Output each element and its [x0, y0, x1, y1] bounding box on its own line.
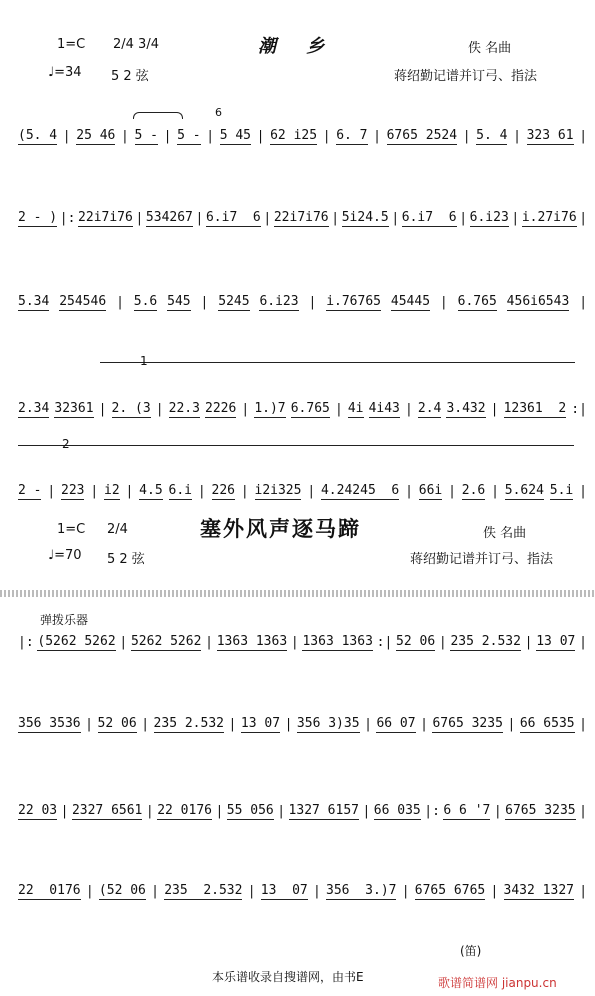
- notation-group: 2 -: [18, 482, 42, 498]
- piece1-tuning: 5 2 弦: [111, 69, 149, 84]
- notation-group: 4.5: [139, 482, 163, 498]
- barline: |: [205, 634, 213, 650]
- notation-group: 323 61: [526, 127, 574, 143]
- barline: |: [163, 128, 172, 144]
- notation-group: 32361: [54, 400, 94, 416]
- notation-group: i.76765: [326, 293, 381, 309]
- notation-group: 2.4: [417, 400, 442, 416]
- barline: |: [284, 716, 293, 732]
- notation-group: 13 07: [536, 633, 576, 649]
- notation-group: i.27i76: [521, 209, 577, 225]
- notation-group: 456i6543: [506, 293, 570, 309]
- barline: |: [507, 716, 516, 732]
- volta-2-bracket: [18, 445, 574, 446]
- barline: |: [490, 883, 499, 899]
- notation-group: 66 07: [376, 715, 416, 731]
- notation-group: 3432 1327: [503, 882, 574, 898]
- piece2-tempo: ♩=70: [48, 548, 82, 563]
- barline: |: [215, 803, 224, 819]
- notation-group: i2i325: [254, 482, 302, 498]
- notation-group: 5 -: [177, 127, 201, 143]
- barline: |: [579, 128, 588, 144]
- piece1-arranger: 蒋绍勤记谱并订弓、指法: [394, 69, 538, 84]
- piece1-row-1: [18, 125, 587, 147]
- notation-group: 6.765: [290, 400, 330, 416]
- notation-group: 12361 2: [503, 400, 567, 416]
- barline: |: [116, 294, 124, 310]
- notation-group: 13 07: [240, 715, 281, 731]
- barline: |: [47, 483, 56, 499]
- notation-group: 235 2.532: [164, 882, 243, 898]
- piece2-meter: 2/4: [107, 522, 128, 537]
- volta-1-number: 1: [140, 354, 148, 368]
- notation-group: 6.i7 6: [401, 209, 457, 225]
- barline: |: [197, 483, 206, 499]
- barline: |: [362, 803, 371, 819]
- notation-group: 66 6535: [519, 715, 575, 731]
- barline: |: [85, 883, 94, 899]
- barline: |: [459, 210, 468, 226]
- barline: |: [420, 716, 428, 732]
- barline: |: [579, 210, 588, 226]
- notation-group: 5.6: [133, 293, 158, 309]
- notation-group: 1327 6157: [288, 802, 359, 818]
- notation-group: 25 46: [76, 127, 116, 143]
- barline: |:: [18, 634, 34, 650]
- barline: |: [85, 716, 93, 732]
- notation-group: 2327 6561: [71, 802, 143, 818]
- barline: |: [312, 883, 321, 899]
- barline: |: [579, 803, 587, 819]
- barline: |: [404, 401, 413, 417]
- notation-group: 5262 5262: [130, 633, 202, 649]
- notation-group: 6765 2524: [386, 127, 458, 143]
- barline: |: [98, 401, 107, 417]
- notation-group: 6.i23: [469, 209, 509, 225]
- piece2-row-2: [18, 713, 587, 735]
- piece2-row-4: [18, 880, 587, 902]
- notation-group: 5i24.5: [341, 209, 389, 225]
- notation-group: 6.i23: [259, 293, 299, 309]
- piece1-title: 潮 乡: [258, 36, 337, 57]
- barline: |: [263, 210, 272, 226]
- barline: |: [401, 883, 410, 899]
- barline: |: [322, 128, 331, 144]
- barline: |: [206, 128, 215, 144]
- barline: |: [524, 634, 533, 650]
- notation-group: 356 3)35: [296, 715, 360, 731]
- notation-group: 6.i: [168, 482, 192, 498]
- notation-group: 5.34: [18, 293, 50, 309]
- barline: |: [490, 401, 499, 417]
- barline: |: [60, 803, 69, 819]
- barline: |: [439, 294, 448, 310]
- barline: |: [195, 210, 204, 226]
- notation-group: 226: [211, 482, 235, 498]
- notation-group: 6. 7: [336, 127, 368, 143]
- barline: |: [135, 210, 144, 226]
- barline: |: [448, 483, 456, 499]
- notation-group: 22i7i76: [78, 209, 133, 225]
- notation-group: 3.432: [446, 400, 486, 416]
- barline: |: [511, 210, 520, 226]
- section-divider: [0, 590, 595, 597]
- notation-group: 235 2.532: [450, 633, 521, 649]
- notation-group: 5245: [218, 293, 250, 309]
- notation-group: 45445: [390, 293, 431, 309]
- watermark-logo: 歌谱简谱网 jianpu.cn: [438, 976, 557, 990]
- barline: |: [462, 128, 471, 144]
- notation-group: 2 - ): [18, 209, 58, 225]
- barline: |: [240, 483, 249, 499]
- notation-group: 66i: [418, 482, 443, 498]
- barline: |: [308, 294, 317, 310]
- notation-group: 13 07: [260, 882, 308, 898]
- notation-group: 55 056: [226, 802, 274, 818]
- notation-group: 22 0176: [18, 882, 81, 898]
- barline: :|: [376, 634, 393, 650]
- tie-mark: [133, 112, 183, 119]
- notation-group: 22 0176: [157, 802, 212, 818]
- barline: |: [579, 483, 587, 499]
- piece1-key: 1=C: [57, 37, 86, 52]
- barline: :|: [571, 401, 587, 417]
- volta-1-bracket: [100, 362, 575, 363]
- barline: |:: [59, 210, 76, 226]
- notation-group: 5.624: [504, 482, 544, 498]
- notation-group: 6.i7 6: [205, 209, 261, 225]
- barline: |: [277, 803, 286, 819]
- notation-group: 534267: [145, 209, 193, 225]
- barline: |: [145, 803, 154, 819]
- notation-group: 6 6 '7: [443, 802, 491, 818]
- piece1-row-3: [18, 291, 587, 313]
- notation-group: 1363 1363: [216, 633, 288, 649]
- piece1-row-5: [18, 480, 587, 502]
- piece2-row-3: [18, 800, 587, 822]
- notation-group: 2.34: [18, 400, 50, 416]
- piece1-tempo: ♩=34: [48, 65, 82, 80]
- piece2-row-1: [18, 631, 587, 653]
- footer-instrument: (笛): [460, 944, 482, 958]
- ornament-mark: 6: [215, 106, 222, 119]
- notation-group: 52 06: [396, 633, 436, 649]
- notation-group: 235 2.532: [153, 715, 224, 731]
- piece2-tuning: 5 2 弦: [107, 552, 145, 567]
- barline: |: [491, 483, 499, 499]
- notation-group: i2: [104, 482, 120, 498]
- notation-group: 223: [61, 482, 85, 498]
- notation-group: 6765 3235: [432, 715, 503, 731]
- barline: |: [155, 401, 164, 417]
- instrument-label: 弹拨乐器: [40, 613, 89, 627]
- volta-2-number: 2: [62, 437, 70, 451]
- barline: |: [200, 294, 209, 310]
- barline: |: [579, 634, 587, 650]
- barline: |: [141, 716, 150, 732]
- footer-note: 本乐谱收录自搜谱网，由书E: [212, 970, 364, 984]
- piece1-row-4: [18, 398, 587, 420]
- notation-group: 2226: [205, 400, 237, 416]
- barline: |: [579, 716, 587, 732]
- barline: |: [247, 883, 256, 899]
- barline: |: [579, 294, 588, 310]
- notation-group: 22i7i76: [273, 209, 329, 225]
- piece2-arranger: 蒋绍勤记谱并订弓、指法: [410, 552, 554, 567]
- piece1-meter: 2/4 3/4: [113, 37, 159, 52]
- notation-group: 66 035: [373, 802, 421, 818]
- barline: |: [119, 634, 128, 650]
- notation-group: 5.i: [549, 482, 574, 498]
- barline: |: [90, 483, 99, 499]
- notation-group: 6765 3235: [505, 802, 576, 818]
- barline: |: [125, 483, 134, 499]
- notation-group: 4i: [347, 400, 364, 416]
- notation-group: 2. (3: [111, 400, 151, 416]
- notation-group: 6765 6765: [414, 882, 486, 898]
- barline: |: [228, 716, 237, 732]
- notation-group: 545: [167, 293, 191, 309]
- notation-group: 5 -: [134, 127, 158, 143]
- notation-group: 6.765: [457, 293, 497, 309]
- barline: |:: [424, 803, 440, 819]
- notation-group: 5 45: [219, 127, 251, 143]
- barline: |: [334, 401, 343, 417]
- notation-group: (5. 4: [18, 127, 58, 143]
- barline: |: [493, 803, 502, 819]
- piece1-row-2: [18, 207, 587, 229]
- barline: |: [405, 483, 413, 499]
- notation-group: 1.)7: [254, 400, 286, 416]
- notation-group: 1363 1363: [302, 633, 373, 649]
- notation-group: 52 06: [97, 715, 137, 731]
- barline: |: [290, 634, 299, 650]
- piece2-composer: 佚 名曲: [483, 526, 527, 541]
- notation-group: 5. 4: [476, 127, 508, 143]
- barline: |: [364, 716, 372, 732]
- barline: |: [151, 883, 159, 899]
- notation-group: 356 3.)7: [326, 882, 397, 898]
- barline: |: [121, 128, 129, 144]
- notation-group: 62 i25: [270, 127, 318, 143]
- barline: |: [256, 128, 265, 144]
- barline: |: [331, 210, 340, 226]
- barline: |: [373, 128, 381, 144]
- barline: |: [513, 128, 521, 144]
- notation-group: (52 06: [98, 882, 146, 898]
- notation-group: 22 03: [18, 802, 58, 818]
- notation-group: 4i43: [368, 400, 400, 416]
- barline: |: [579, 883, 588, 899]
- barline: |: [62, 128, 71, 144]
- barline: |: [391, 210, 400, 226]
- notation-group: 254546: [59, 293, 107, 309]
- piece1-composer: 佚 名曲: [468, 41, 512, 56]
- notation-group: 356 3536: [18, 715, 81, 731]
- barline: |: [438, 634, 447, 650]
- notation-group: 22.3: [168, 400, 200, 416]
- barline: |: [307, 483, 316, 499]
- piece2-title: 塞外风声逐马蹄: [200, 516, 361, 541]
- notation-group: (5262 5262: [37, 633, 116, 649]
- barline: |: [241, 401, 250, 417]
- piece2-key: 1=C: [57, 522, 86, 537]
- notation-group: 4.24245 6: [320, 482, 400, 498]
- notation-group: 2.6: [461, 482, 486, 498]
